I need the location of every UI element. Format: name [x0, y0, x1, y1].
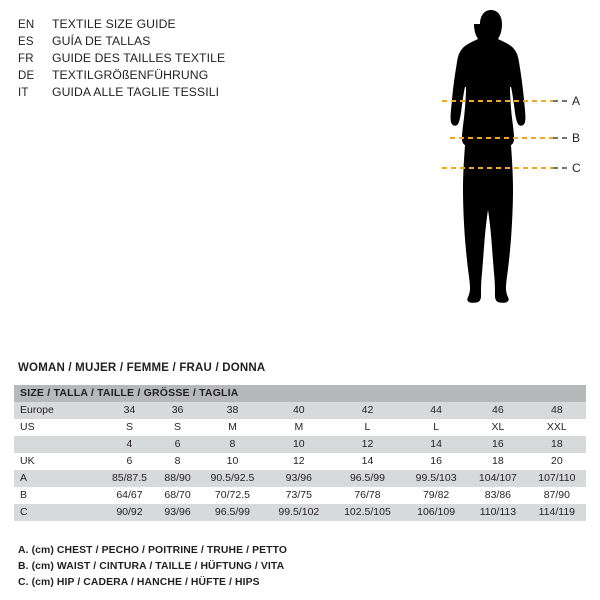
cell: 85/87.5: [102, 470, 157, 487]
note-chest: A. (cm) CHEST / PECHO / POITRINE / TRUHE / PETTO: [18, 545, 288, 556]
table-row: [14, 504, 586, 521]
language-title-block: [18, 16, 318, 101]
cell: 99.5/103: [404, 470, 468, 487]
cell: 110/113: [468, 504, 528, 521]
cell: 4: [102, 436, 157, 453]
language-title: GUIDA ALLE TAGLIE TESSILI: [52, 85, 220, 99]
cell: 46: [468, 402, 528, 419]
row-label: UK: [14, 453, 102, 470]
cell: 96.5/99: [198, 504, 267, 521]
cell: 93/96: [267, 470, 331, 487]
measurement-notes: [18, 543, 578, 591]
measure-label-a: A: [572, 94, 581, 108]
cell: 10: [267, 436, 331, 453]
cell: 99.5/102: [267, 504, 331, 521]
measure-label-b: B: [572, 131, 581, 145]
cell: 14: [404, 436, 468, 453]
cell: 8: [157, 453, 198, 470]
cell: 90.5/92.5: [198, 470, 267, 487]
table-row: [14, 402, 586, 419]
row-label: Europe: [14, 402, 102, 419]
cell: 38: [198, 402, 267, 419]
language-code: IT: [18, 87, 29, 99]
table-header-row: [14, 385, 586, 402]
row-label: [14, 436, 102, 453]
row-label: US: [14, 419, 102, 436]
cell: 40: [267, 402, 331, 419]
cell: XL: [468, 419, 528, 436]
cell: 64/67: [102, 487, 157, 504]
table-row: [14, 419, 586, 436]
female-body-figure: [420, 8, 590, 373]
cell: 12: [267, 453, 331, 470]
language-title: TEXTILGRÖßENFÜHRUNG: [52, 68, 209, 82]
cell: 106/109: [404, 504, 468, 521]
row-label: B: [14, 487, 102, 504]
cell: 107/110: [528, 470, 586, 487]
cell: 88/90: [157, 470, 198, 487]
cell: L: [331, 419, 404, 436]
cell: 104/107: [468, 470, 528, 487]
cell: 68/70: [157, 487, 198, 504]
cell: 14: [331, 453, 404, 470]
cell: 36: [157, 402, 198, 419]
measure-label-c: C: [572, 161, 581, 175]
body-silhouette-icon: [420, 8, 590, 373]
cell: 10: [198, 453, 267, 470]
cell: 8: [198, 436, 267, 453]
cell: M: [198, 419, 267, 436]
cell: 70/72.5: [198, 487, 267, 504]
cell: 16: [404, 453, 468, 470]
language-row: [18, 50, 318, 67]
cell: 34: [102, 402, 157, 419]
cell: 83/86: [468, 487, 528, 504]
cell: S: [102, 419, 157, 436]
cell: 20: [528, 453, 586, 470]
cell: 18: [528, 436, 586, 453]
cell: 16: [468, 436, 528, 453]
note-hip: C. (cm) HIP / CADERA / HANCHE / HÜFTE / HIPS: [18, 577, 260, 588]
cell: L: [404, 419, 468, 436]
cell: 90/92: [102, 504, 157, 521]
language-row: [18, 84, 318, 101]
language-code: DE: [18, 70, 35, 82]
cell: 6: [157, 436, 198, 453]
language-row: [18, 16, 318, 33]
cell: 76/78: [331, 487, 404, 504]
cell: 48: [528, 402, 586, 419]
language-title: GUIDE DES TAILLES TEXTILE: [52, 51, 226, 65]
category-heading: WOMAN / MUJER / FEMME / FRAU / DONNA: [18, 362, 266, 374]
language-row: [18, 33, 318, 50]
row-label: A: [14, 470, 102, 487]
cell: 44: [404, 402, 468, 419]
cell: 12: [331, 436, 404, 453]
cell: XXL: [528, 419, 586, 436]
table-row: [14, 470, 586, 487]
cell: 114/119: [528, 504, 586, 521]
cell: 42: [331, 402, 404, 419]
cell: 18: [468, 453, 528, 470]
language-title: TEXTILE SIZE GUIDE: [52, 17, 176, 31]
language-code: EN: [18, 19, 35, 31]
table-row: [14, 436, 586, 453]
cell: 93/96: [157, 504, 198, 521]
language-code: ES: [18, 36, 34, 48]
note-waist: B. (cm) WAIST / CINTURA / TAILLE / HÜFTUNG / VITA: [18, 561, 285, 572]
cell: 96.5/99: [331, 470, 404, 487]
cell: 102.5/105: [331, 504, 404, 521]
cell: 73/75: [267, 487, 331, 504]
cell: M: [267, 419, 331, 436]
table-row: [14, 487, 586, 504]
row-label: C: [14, 504, 102, 521]
size-table: [14, 385, 586, 521]
table-header-label: SIZE / TALLA / TAILLE / GRÖSSE / TAGLIA: [14, 385, 586, 402]
language-title: GUÍA DE TALLAS: [52, 34, 151, 48]
cell: 6: [102, 453, 157, 470]
cell: 87/90: [528, 487, 586, 504]
cell: 79/82: [404, 487, 468, 504]
language-row: [18, 67, 318, 84]
table-row: [14, 453, 586, 470]
cell: S: [157, 419, 198, 436]
language-code: FR: [18, 53, 34, 65]
